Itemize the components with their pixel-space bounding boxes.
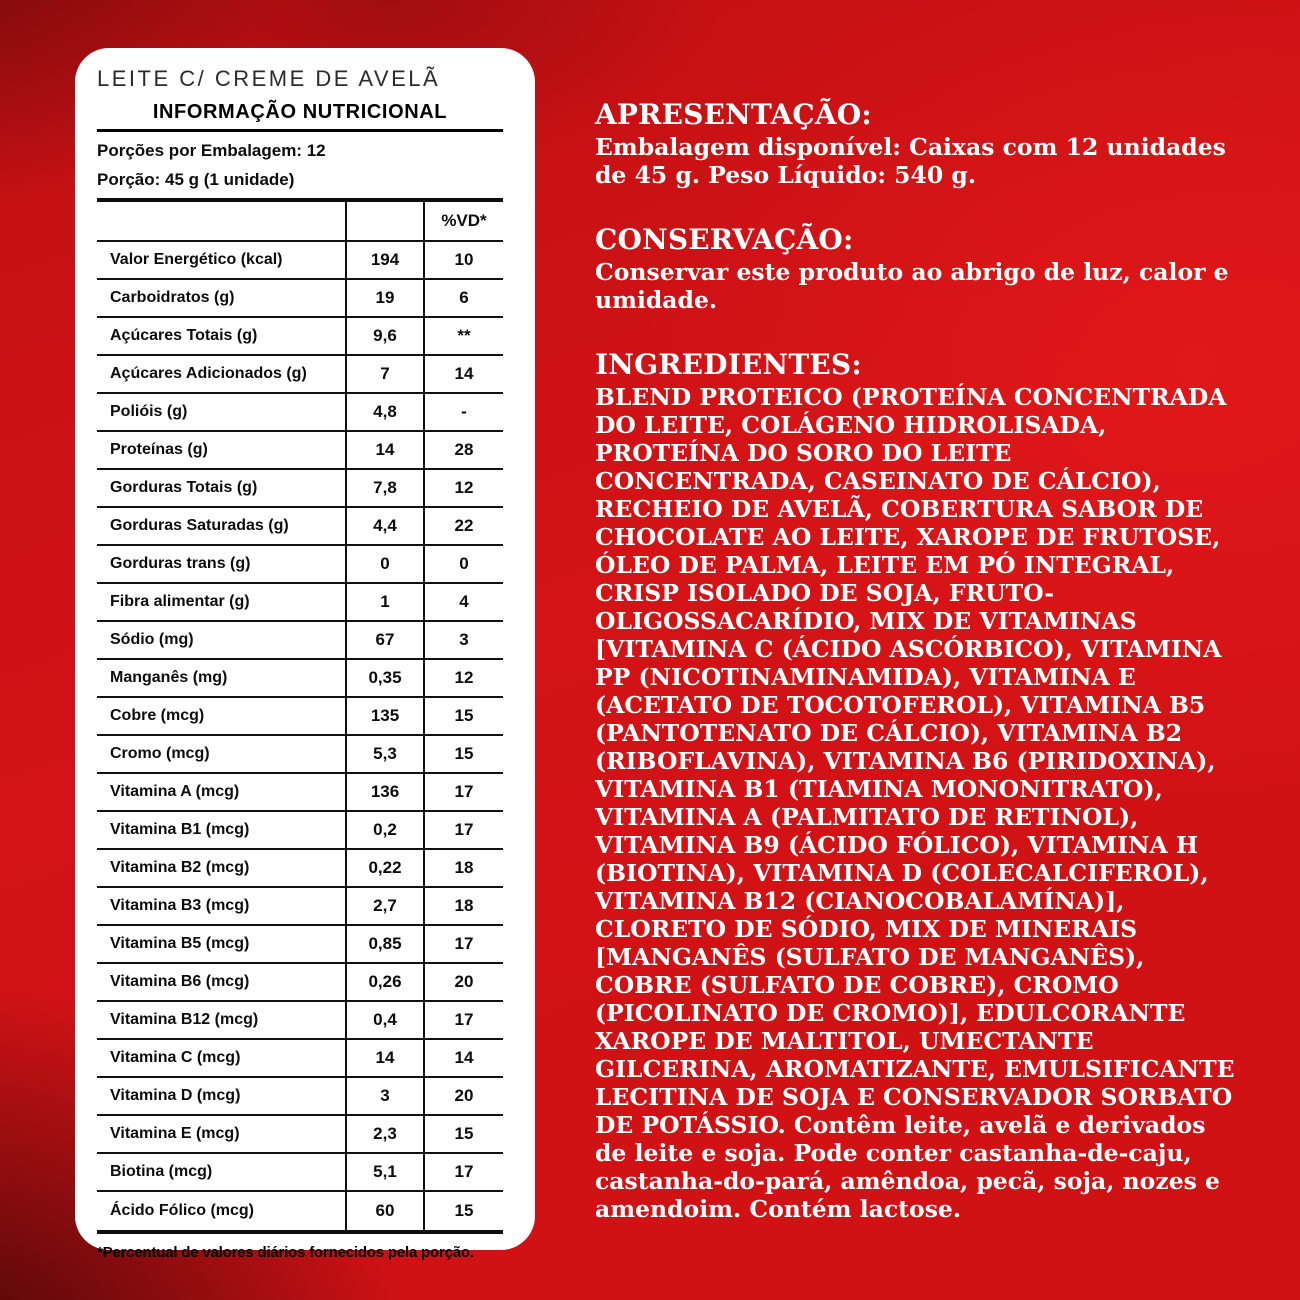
divider-rule bbox=[97, 129, 503, 132]
nutrient-value: 3 bbox=[345, 1078, 423, 1116]
nutrient-vd-percent: 6 bbox=[423, 280, 503, 318]
nutrient-label: Gorduras trans (g) bbox=[97, 546, 345, 584]
nutrient-value: 67 bbox=[345, 622, 423, 660]
nutrient-value: 0,85 bbox=[345, 926, 423, 964]
nutrient-vd-percent: 15 bbox=[423, 1192, 503, 1230]
nutrient-label: Biotina (mcg) bbox=[97, 1154, 345, 1192]
nutrient-value: 7 bbox=[345, 356, 423, 394]
nutrient-label: Cromo (mcg) bbox=[97, 736, 345, 774]
portion-size: Porção: 45 g (1 unidade) bbox=[97, 170, 295, 190]
nutrient-value: 135 bbox=[345, 698, 423, 736]
nutrient-vd-percent: 12 bbox=[423, 660, 503, 698]
nutrient-vd-percent: 22 bbox=[423, 508, 503, 546]
nutrient-value: 7,8 bbox=[345, 470, 423, 508]
nutrient-value: 14 bbox=[345, 432, 423, 470]
product-title: LEITE C/ CREME DE AVELÃ bbox=[97, 66, 441, 91]
nutrient-label: Vitamina B1 (mcg) bbox=[97, 812, 345, 850]
nutrient-value: 19 bbox=[345, 280, 423, 318]
nutrient-value: 14 bbox=[345, 1040, 423, 1078]
nutrition-facts-card bbox=[75, 48, 535, 1262]
nutrient-value: 0,2 bbox=[345, 812, 423, 850]
nutrient-value: 9,6 bbox=[345, 318, 423, 356]
nutrient-value: 0,35 bbox=[345, 660, 423, 698]
nutrition-table bbox=[97, 198, 503, 1234]
nutrient-label: Vitamina D (mcg) bbox=[97, 1078, 345, 1116]
nutrition-table-title: INFORMAÇÃO NUTRICIONAL bbox=[152, 101, 448, 124]
nutrient-vd-percent: 17 bbox=[423, 812, 503, 850]
nutrient-label: Açúcares Totais (g) bbox=[97, 318, 345, 356]
nutrient-label: Gorduras Saturadas (g) bbox=[97, 508, 345, 546]
nutrient-vd-percent: 18 bbox=[423, 888, 503, 926]
ingredientes-body: BLEND PROTEICO (PROTEÍNA CONCENTRADA DO LEITE, COLÁGENO HIDROLISADA, PROTEÍNA DO SORO DO LEITE CONCENTRADA, CASEINATO DE CÁLCIO), RECHEIO DE AVELÃ, COBERTURA SABOR DE CHOCOLATE AO LEITE, XAROPE DE FRUTOSE, ÓLEO DE PALMA, LEITE EM PÓ INTEGRAL, CRISP ISOLADO DE SOJA, FRUTO-OLIGOSSACARÍDIO, MIX DE VITAMINAS [VITAMINA C (ÁCIDO ASCÓRBICO), VITAMINA PP (NICOTINAMINAMIDA), VITAMINA E (ACETATO DE TOCOTOFEROL), VITAMINA B5 (PANTOTENATO DE CÁLCIO), VITAMINA B2 (RIBOFLAVINA), VITAMINA B6 (PIRIDOXINA), VITAMINA B1 (TIAMINA MONONITRATO), VITAMINA A (PALMITATO DE RETINOL), VITAMINA B9 (ÁCIDO FÓLICO), VITAMINA H (BIOTINA), VITAMINA D (COLECALCIFEROL), VITAMINA B12 (CIANOCOBALAMÍNA)], CLORETO DE SÓDIO, MIX DE MINERAIS [MANGANÊS (SULFATO DE MANGANÊS), COBRE (SULFATO DE COBRE), CROMO (PICOLINATO DE CROMO)], EDULCORANTE XAROPE DE MALTITOL, UMECTANTE GILCERINA, AROMATIZANTE, EMULSIFICANTE LECITINA DE SOJA E CONSERVADOR SORBATO DE POTÁSSIO. Contêm leite, avelã e derivados de leite e soja. Pode conter castanha-de-caju, castanha-do-pará, amêndoa, pecã, soja, nozes e amendoim. Contém lactose. bbox=[595, 383, 1235, 1223]
nutrient-vd-percent: 15 bbox=[423, 736, 503, 774]
nutrient-label: Polióis (g) bbox=[97, 394, 345, 432]
nutrient-value: 2,7 bbox=[345, 888, 423, 926]
nutrient-label: Vitamina B6 (mcg) bbox=[97, 964, 345, 1002]
table-header-amount bbox=[345, 202, 423, 242]
nutrient-label: Carboidratos (g) bbox=[97, 280, 345, 318]
table-header-vd: %VD* bbox=[423, 202, 503, 242]
nutrient-label: Gorduras Totais (g) bbox=[97, 470, 345, 508]
nutrient-vd-percent: - bbox=[423, 394, 503, 432]
nutrient-value: 4,4 bbox=[345, 508, 423, 546]
nutrient-vd-percent: 14 bbox=[423, 1040, 503, 1078]
nutrient-vd-percent: 20 bbox=[423, 964, 503, 1002]
nutrient-vd-percent: 14 bbox=[423, 356, 503, 394]
nutrient-label: Vitamina A (mcg) bbox=[97, 774, 345, 812]
nutrient-label: Vitamina B5 (mcg) bbox=[97, 926, 345, 964]
nutrient-vd-percent: 12 bbox=[423, 470, 503, 508]
info-panel bbox=[595, 100, 1235, 1223]
nutrient-vd-percent: 28 bbox=[423, 432, 503, 470]
nutrient-vd-percent: 20 bbox=[423, 1078, 503, 1116]
nutrient-vd-percent: 15 bbox=[423, 698, 503, 736]
nutrient-value: 0 bbox=[345, 546, 423, 584]
nutrient-label: Vitamina B2 (mcg) bbox=[97, 850, 345, 888]
nutrient-vd-percent: 17 bbox=[423, 774, 503, 812]
nutrient-label: Vitamina B3 (mcg) bbox=[97, 888, 345, 926]
daily-value-footnote: *Percentual de valores diários fornecidos pela porção. bbox=[97, 1244, 474, 1262]
nutrient-value: 2,3 bbox=[345, 1116, 423, 1154]
section-conservacao bbox=[595, 225, 1235, 314]
nutrient-vd-percent: 17 bbox=[423, 926, 503, 964]
table-header-nutrient bbox=[97, 202, 345, 242]
nutrient-value: 60 bbox=[345, 1192, 423, 1230]
nutrient-label: Cobre (mcg) bbox=[97, 698, 345, 736]
nutrient-label: Fibra alimentar (g) bbox=[97, 584, 345, 622]
nutrient-vd-percent: 18 bbox=[423, 850, 503, 888]
nutrient-label: Vitamina B12 (mcg) bbox=[97, 1002, 345, 1040]
nutrient-vd-percent: 4 bbox=[423, 584, 503, 622]
nutrient-value: 0,22 bbox=[345, 850, 423, 888]
nutrient-vd-percent: 10 bbox=[423, 242, 503, 280]
nutrient-vd-percent: 0 bbox=[423, 546, 503, 584]
nutrient-value: 5,1 bbox=[345, 1154, 423, 1192]
nutrient-value: 194 bbox=[345, 242, 423, 280]
nutrient-vd-percent: 17 bbox=[423, 1154, 503, 1192]
nutrient-vd-percent: 15 bbox=[423, 1116, 503, 1154]
nutrient-label: Ácido Fólico (mcg) bbox=[110, 1202, 254, 1220]
servings-per-package: Porções por Embalagem: 12 bbox=[97, 141, 326, 161]
nutrient-value: 4,8 bbox=[345, 394, 423, 432]
nutrient-label: Vitamina E (mcg) bbox=[97, 1116, 345, 1154]
nutrient-value: 0,26 bbox=[345, 964, 423, 1002]
nutrient-label: Açúcares Adicionados (g) bbox=[97, 356, 345, 394]
apresentacao-body: Embalagem disponível: Caixas com 12 unidades de 45 g. Peso Líquido: 540 g. bbox=[595, 133, 1226, 189]
section-apresentacao bbox=[595, 100, 1235, 189]
conservacao-body: Conservar este produto ao abrigo de luz, calor e umidade. bbox=[595, 258, 1229, 314]
nutrient-vd-percent: 17 bbox=[423, 1002, 503, 1040]
nutrient-value: 5,3 bbox=[345, 736, 423, 774]
nutrient-label: Proteínas (g) bbox=[97, 432, 345, 470]
nutrient-label: Valor Energético (kcal) bbox=[97, 242, 345, 280]
nutrient-label: Vitamina C (mcg) bbox=[97, 1040, 345, 1078]
nutrient-vd-percent: ** bbox=[423, 318, 503, 356]
nutrient-value: 136 bbox=[345, 774, 423, 812]
apresentacao-title: APRESENTAÇÃO: bbox=[595, 98, 872, 131]
conservacao-title: CONSERVAÇÃO: bbox=[595, 223, 854, 256]
ingredientes-title: INGREDIENTES: bbox=[595, 348, 862, 381]
nutrient-label: Manganês (mg) bbox=[97, 660, 345, 698]
nutrient-value: 1 bbox=[345, 584, 423, 622]
nutrient-vd-percent: 3 bbox=[423, 622, 503, 660]
nutrient-label: Sódio (mg) bbox=[97, 622, 345, 660]
section-ingredientes bbox=[595, 350, 1235, 1223]
nutrient-value: 0,4 bbox=[345, 1002, 423, 1040]
